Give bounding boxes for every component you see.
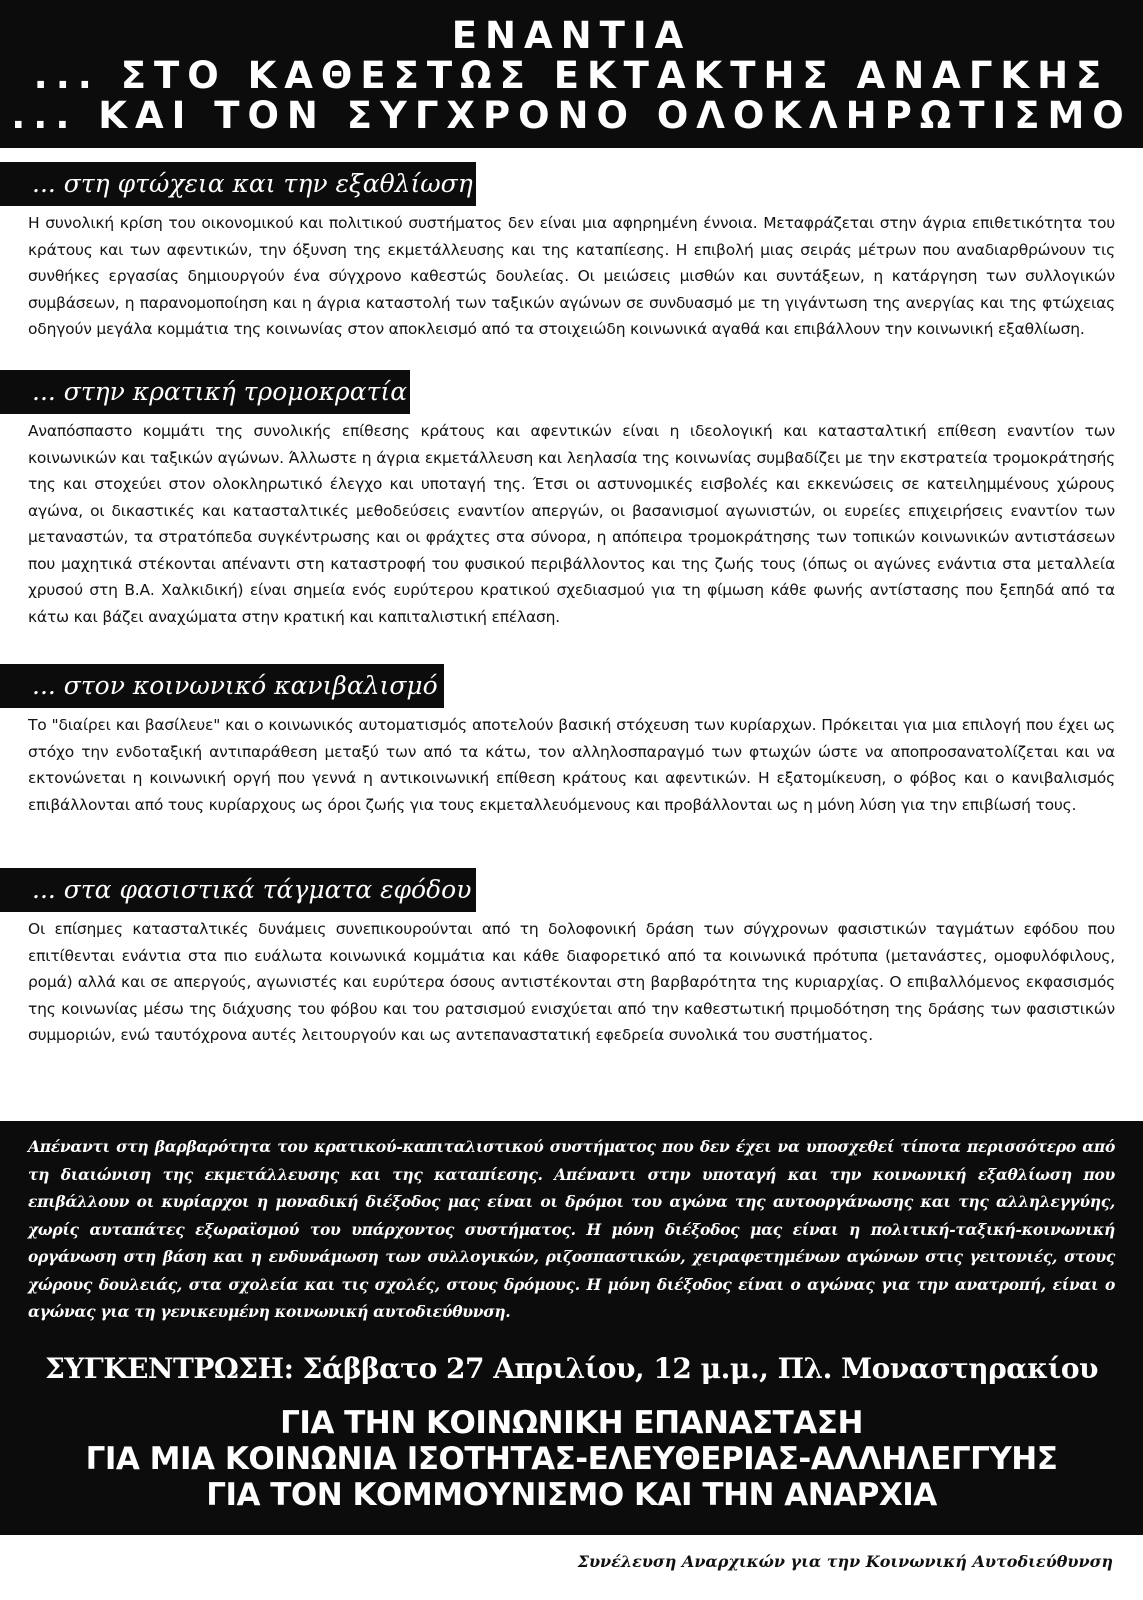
slogan-line: ΓΙΑ ΤΟΝ ΚΟΜΜΟΥΝΙΣΜΟ ΚΑΙ ΤΗΝ ΑΝΑΡΧΙΑ: [206, 1476, 937, 1513]
section-poverty: [0, 162, 1143, 343]
section-paragraph: Η συνολική κρίση του οικονομικού και πολιτικού συστήματος δεν είναι μια αφηρημένη έννοια. Μεταφράζεται στην άγρια επιθετικότητα του κράτους και των αφεντικών, την όξυνση της εκμετάλλευσης και της καταπίεσης. Η επιβολή μιας σειράς μέτρων που αναδιαρθρώνουν τις συνθήκες εργασίας δημιουργούν ένα σύγχρονο καθεστώς δουλείας. Οι μειώσεις μισθών και συντάξεων, η κατάργηση των συλλογικών συμβάσεων, η παρανομοποίηση και η άγρια καταστολή των ταξικών αγώνων σε συνδυασμό με τη γιγάντωση της ανεργίας και της φτώχειας οδηγούν μεγάλα κομμάτια της κοινωνίας στον αποκλεισμό από τα στοιχειώδη κοινωνικά αγαθά και επιβάλλουν την κοινωνική εξαθλίωση.: [28, 214, 1115, 338]
header-title-line-1: ΕΝΑΝΤΙΑ: [451, 14, 692, 57]
section-state-terror: [0, 370, 1143, 630]
closing-block: [0, 1121, 1143, 1535]
closing-paragraph: Απέναντι στη βαρβαρότητα του κρατικού-καπιταλιστικού συστήματος που δεν έχει να υποσχεθεί τίποτα περισσότερο από τη διαιώνιση της εκμετάλλευσης και της καταπίεσης. Απέναντι στην υποταγή και την κοινωνική εξαθλίωση που επιβάλλουν οι κυρίαρχοι η μοναδική διέξοδος μας είναι οι δρόμοι του αγώνα της αυτοοργάνωσης και της αλληλεγγύης, χωρίς αυταπάτες εξωραϊσμού του υπάρχοντος συστήματος. Η μόνη διέξοδος μας είναι η πολιτική-ταξική-κοινωνική οργάνωση στη βάση και η ενδυνάμωση των συλλογικών, ριζοσπαστικών, χειραφετημένων αγώνων στις γειτονιές, στους χώρους δουλειάς, στα σχολεία και τις σχολές, στους δρόμους. Η μόνη διέξοδος είναι ο αγώνας για την ανατροπή, είναι ο αγώνας για τη γενικευμένη κοινωνική αυτοδιεύθυνση.: [28, 1137, 1115, 1321]
section-paragraph: Οι επίσημες κατασταλτικές δυνάμεις συνεπικουρούνται από τη δολοφονική δράση των σύγχρονων φασιστικών ταγμάτων εφόδου που επιτίθενται ενάντια στα πιο ευάλωτα κοινωνικά κομμάτια και κάθε διαφορετικό από τα κοινωνικά πρότυπα (μετανάστες, ομοφυλόφιλους, ρομά) αλλά και σε απεργούς, αγωνιστές και ευρύτερα όσους αντιστέκονται στη βαρβαρότητα της κυριαρχίας. Ο επιβαλλόμενος εκφασισμός της κοινωνίας μέσω της διάχυσης του φόβου και του ρατσισμού ενισχύεται από την καθεστωτική πριμοδότηση της δράσης των φασιστικών συμμοριών, ενώ ταυτόχρονα αυτές λειτουργούν και ως αντεπαναστατική εφεδρεία συνολικά του συστήματος.: [28, 920, 1115, 1044]
section-heading: ... στην κρατική τρομοκρατία: [0, 370, 410, 414]
section-paragraph: Αναπόσπαστο κομμάτι της συνολικής επίθεσης κράτους και αφεντικών είναι η ιδεολογική και κατασταλτική επίθεση εναντίον των κοινωνικών και ταξικών αγώνων. Άλλωστε η άγρια εκμετάλλευση και λεηλασία της κοινωνίας συμβαδίζει με την εκστρατεία τρομοκράτησής της και στοχεύει στον ολοκληρωτικό έλεγχο και υποταγή της. Έτσι οι αστυνομικές εισβολές και εκκενώσεις σε κατειλημμένους χώρους αγώνα, οι δικαστικές και κατασταλτικές μεθοδεύσεις εναντίον απεργών, οι βασανισμοί αγωνιστών, οι ευρείες επιχειρήσεις εναντίον των μεταναστών, τα στρατόπεδα συγκέντρωσης και οι φράχτες στα σύνορα, η απόπειρα τρομοκράτησης των τοπικών κοινωνικών αντιστάσεων που μαχητικά στέκονται απέναντι στη καταστροφή του φυσικού περιβάλλοντος και της ζωής τους (όπως οι αγώνες ενάντια στα μεταλλεία χρυσού στη Β.Α. Χαλκιδική) είναι σημεία ενός ευρύτερου κρατικού σχεδιασμού για τη φίμωση κάθε φωνής αντίστασης που ξεπηδά από τα κάτω και βάζει αναχώματα στην κρατική και καπιταλιστική επέλαση.: [28, 422, 1115, 626]
section-fascist-squads: [0, 868, 1143, 1049]
signature: Συνέλευση Αναρχικών για την Κοινωνική Αυτοδιεύθυνση: [577, 1552, 1113, 1571]
section-social-cannibalism: [0, 664, 1143, 818]
section-paragraph: Το "διαίρει και βασίλευε" και ο κοινωνικός αυτοματισμός αποτελούν βασική στόχευση των κυρίαρχων. Πρόκειται για μια επιλογή που έχει ως στόχο την ενδοταξική αντιπαράθεση μεταξύ των από τα κάτω, τον αλληλοσπαραγμό των φτωχών ώστε να αποπροσανατολίζεται και να εκτονώνεται η κοινωνική οργή που γεννά η αντικοινωνική επίθεση κράτους και αφεντικών. Η εξατομίκευση, ο φόβος και ο κανιβαλισμός επιβάλλονται από τους κυρίαρχους ως όροι ζωής για τους εκμεταλλευόμενους και προβάλλονται ως η μόνη λύση για την επιβίωσή τους.: [28, 716, 1115, 814]
section-heading: ... στον κοινωνικό κανιβαλισμό: [0, 664, 444, 708]
slogan-line: ΓΙΑ ΜΙΑ ΚΟΙΝΩΝΙΑ ΙΣΟΤΗΤΑΣ-ΕΛΕΥΘΕΡΙΑΣ-ΑΛΛΗΛΕΓΓΥΗΣ: [85, 1440, 1058, 1477]
section-heading: ... στα φασιστικά τάγματα εφόδου: [0, 868, 476, 912]
header-title-line-3: ... ΚΑΙ ΤΟΝ ΣΥΓΧΡΟΝΟ ΟΛΟΚΛΗΡΩΤΙΣΜΟ: [11, 94, 1132, 137]
header-title-line-2: ... ΣΤΟ ΚΑΘΕΣΤΩΣ ΕΚΤΑΚΤΗΣ ΑΝΑΓΚΗΣ: [33, 54, 1110, 97]
section-heading: ... στη φτώχεια και την εξαθλίωση: [0, 162, 476, 206]
slogans: [28, 1405, 1115, 1513]
slogan-line: ΓΙΑ ΤΗΝ ΚΟΙΝΩΝΙΚΗ ΕΠΑΝΑΣΤΑΣΗ: [280, 1404, 863, 1441]
poster-header: [0, 0, 1143, 148]
rally-announcement: ΣΥΓΚΕΝΤΡΩΣΗ: Σάββατο 27 Απριλίου, 12 μ.μ., Πλ. Μοναστηρακίου: [45, 1351, 1098, 1385]
